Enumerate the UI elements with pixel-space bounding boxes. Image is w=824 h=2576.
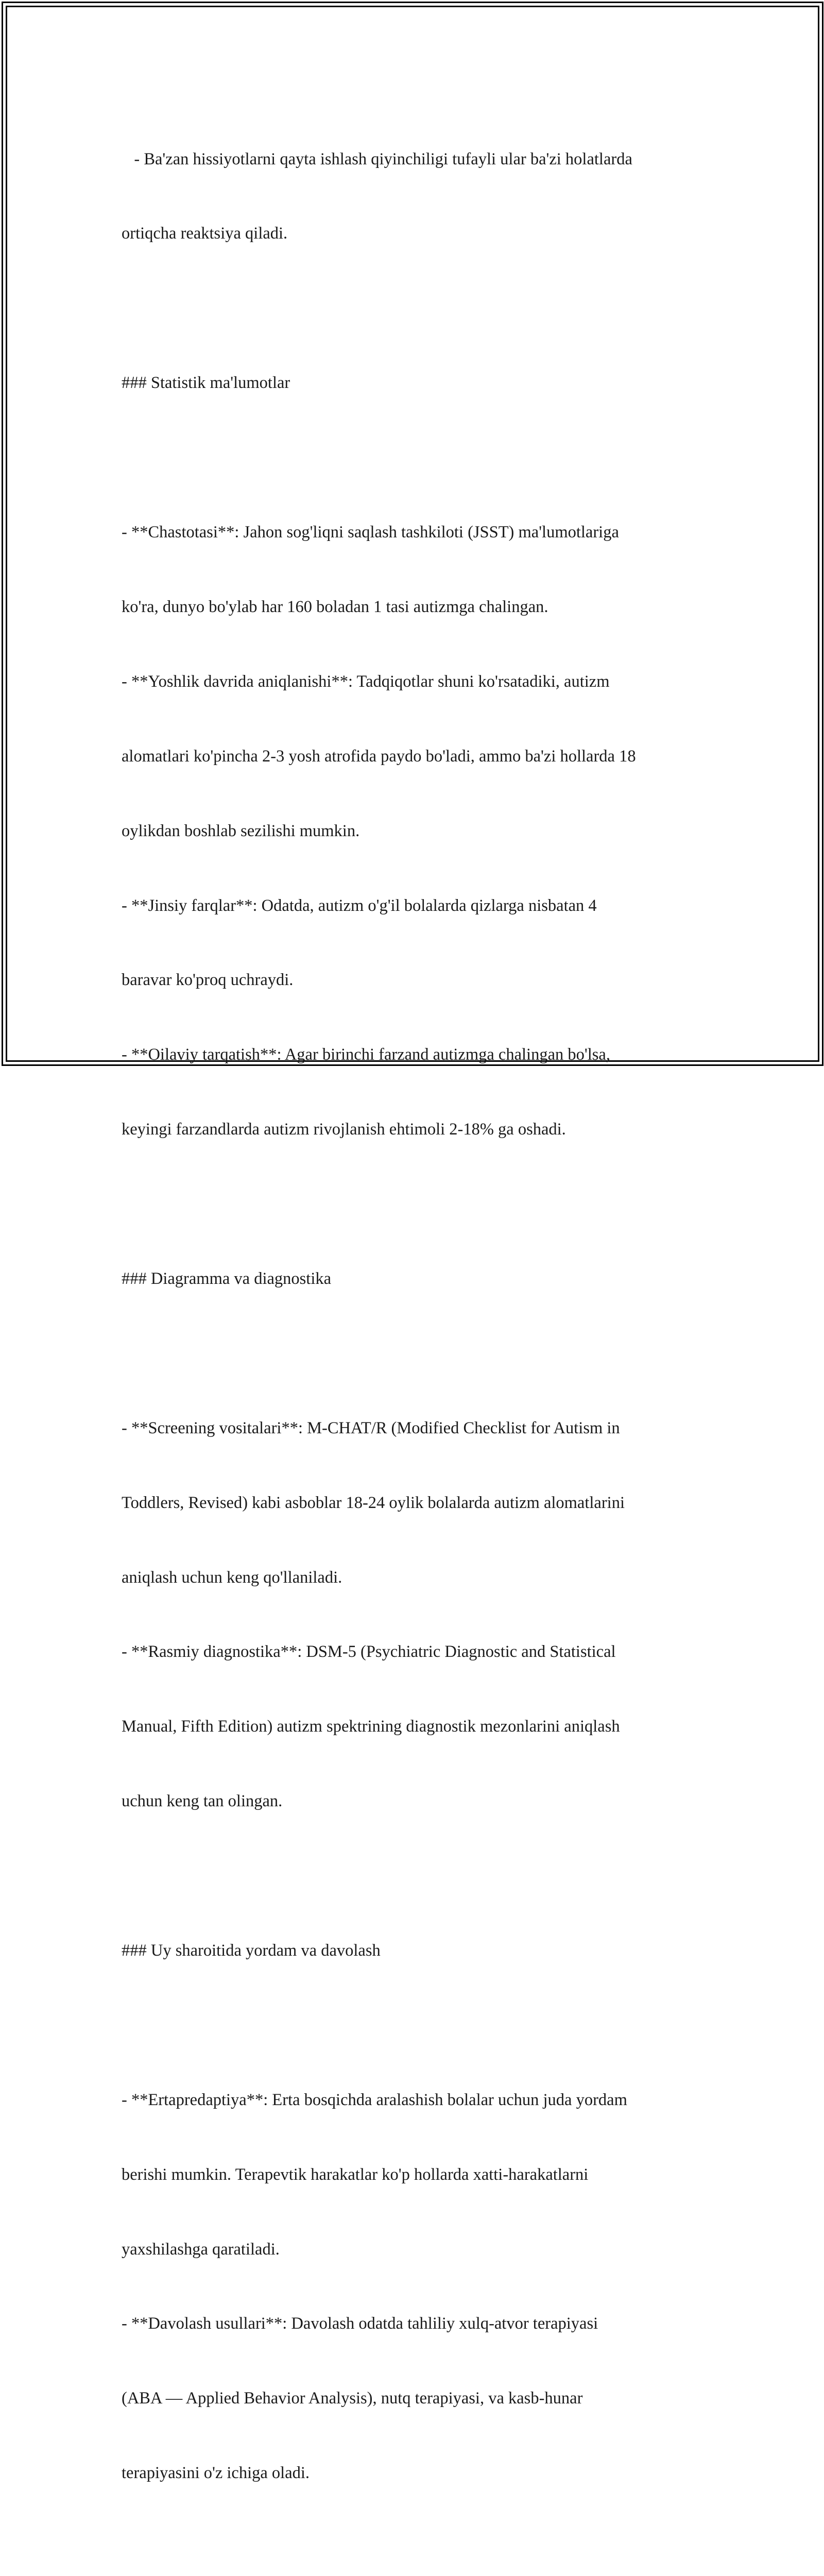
heading-line: ### Uy sharoitida yordam va davolash [122, 1941, 381, 1960]
text-line: berishi mumkin. Terapevtik harakatlar ko'p hollarda xatti-harakatlarni [122, 2165, 589, 2184]
paragraph-statistics-list [122, 470, 709, 1192]
text-line: baravar ko'proq uchraydi. [122, 971, 294, 990]
text-line: - **Ertapredaptiya**: Erta bosqichda aralashish bolalar uchun juda yordam [122, 2090, 627, 2109]
text-line: alomatlari ko'pincha 2-3 yosh atrofida paydo bo'ladi, ammo ba'zi hollarda 18 [122, 747, 636, 766]
heading-line: ### Statistik ma'lumotlar [122, 374, 290, 393]
section-heading-statistics [122, 321, 709, 445]
paragraph-sensory-note [122, 97, 709, 296]
text-line: Manual, Fifth Edition) autizm spektrining diagnostik mezonlarini aniqlash [122, 1717, 620, 1736]
text-line: - Ba'zan hissiyotlarni qayta ishlash qiyinchiligi tufayli ular ba'zi holatlarda [122, 149, 632, 168]
section-heading-home-care [122, 1888, 709, 2012]
text-line: - **Chastotasi**: Jahon sog'liqni saqlash tashkiloti (JSST) ma'lumotlariga [122, 523, 619, 542]
paragraph-conclusion [122, 2560, 709, 2576]
text-line: - **Jinsiy farqlar**: Odatda, autizm o'g'il bolalarda qizlarga nisbatan 4 [122, 896, 597, 915]
text-line: oylikdan boshlab sezilishi mumkin. [122, 821, 360, 840]
text-line: keyingi farzandlarda autizm rivojlanish ehtimoli 2-18% ga oshadi. [122, 1120, 566, 1139]
text-line: - **Yoshlik davrida aniqlanishi**: Tadqiqotlar shuni ko'rsatadiki, autizm [122, 672, 610, 691]
paragraph-diagnostics-list [122, 1366, 709, 1863]
text-line: - **Oilaviy tarqatish**: Agar birinchi farzand autizmga chalingan bo'lsa, [122, 1045, 610, 1064]
heading-line: ### Diagramma va diagnostika [122, 1269, 332, 1288]
text-line: - **Davolash usullari**: Davolash odatda tahliliy xulq-atvor terapiyasi [122, 2314, 598, 2333]
text-line: ortiqcha reaktsiya qiladi. [122, 224, 288, 243]
section-heading-diagnostics [122, 1216, 709, 1341]
text-line: (ABA — Applied Behavior Analysis), nutq terapiyasi, va kasb-hunar [122, 2389, 583, 2408]
text-line: uchun keng tan olingan. [122, 1792, 283, 1811]
text-line: ko'ra, dunyo bo'ylab har 160 boladan 1 tasi autizmga chalingan. [122, 597, 548, 616]
document-page [122, 97, 709, 2576]
text-line: Toddlers, Revised) kabi asboblar 18-24 oylik bolalarda autizm alomatlarini [122, 1493, 625, 1512]
text-line: aniqlash uchun keng qo'llaniladi. [122, 1568, 342, 1587]
text-line: - **Screening vositalari**: M-CHAT/R (Modified Checklist for Autism in [122, 1418, 620, 1437]
paragraph-home-care-list [122, 2038, 709, 2535]
text-line: yaxshilashga qaratiladi. [122, 2240, 280, 2259]
text-line: terapiyasini o'z ichiga oladi. [122, 2464, 310, 2483]
text-line: - **Rasmiy diagnostika**: DSM-5 (Psychiatric Diagnostic and Statistical [122, 1642, 616, 1662]
